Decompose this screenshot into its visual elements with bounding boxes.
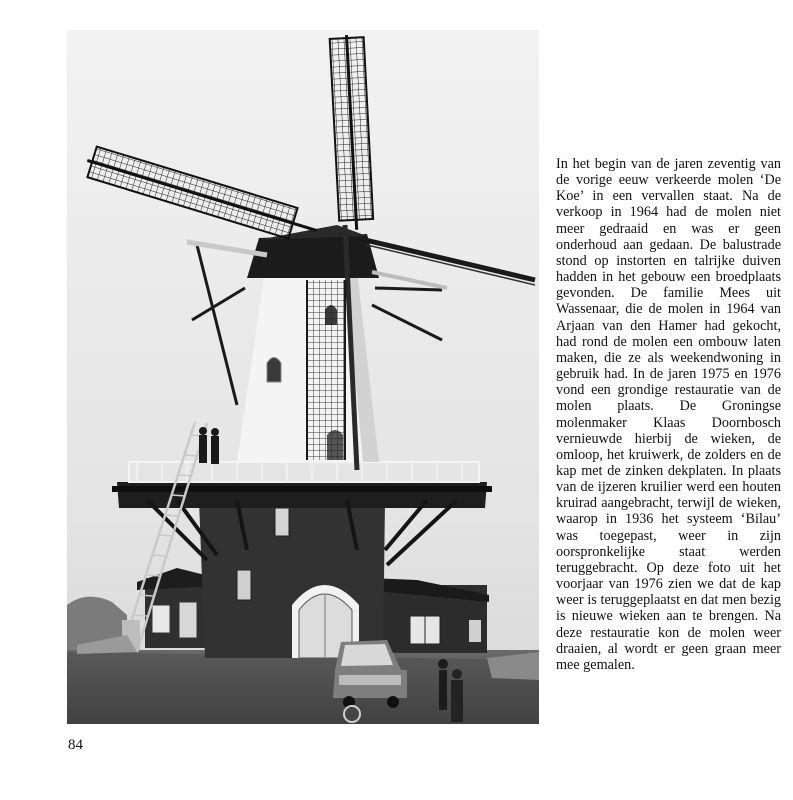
windmill-photo xyxy=(67,30,539,724)
page-number: 84 xyxy=(68,737,83,753)
article-text: In het begin van de jaren zeventig van de vorige eeuw verkeerde molen ‘De Koe’ in een vervallen staat. Na de verkoop in 1964 had de molen niet meer gedraaid en was er geen onderhoud aan gedaan. De balustrade stond op instorten en talrijke duiven hadden in het gebouw een broedplaats gevonden. De familie Mees uit Wassenaar, die de molen in 1964 van Arjaan van den Hamer had gekocht, had rond de molen een ombouw laten maken, die ze als weekendwoning in gebruik had. In de jaren 1975 en 1976 vond een grondige restauratie van de molen plaats. De Groningse molenmaker Klaas Doornbosch vernieuwde hierbij de wieken, de omloop, het kruiwerk, de zolders en de kap met de zinken dekplaten. In plaats van de ijzeren kruilier werd een houten kruirad aangebracht, terwijl de wieken, waarop in 1936 het systeem ‘Bilau’ was toegepast, weer in zijn oorspronkelijke staat werden teruggebracht. Op deze foto uit het voorjaar van 1976 zien we dat de kap weer is teruggeplaatst en dat men bezig is nieuwe wieken aan te brengen. Na deze restauratie kon de molen weer draaien, al wordt er geen graan meer mee gemalen. xyxy=(556,156,781,673)
